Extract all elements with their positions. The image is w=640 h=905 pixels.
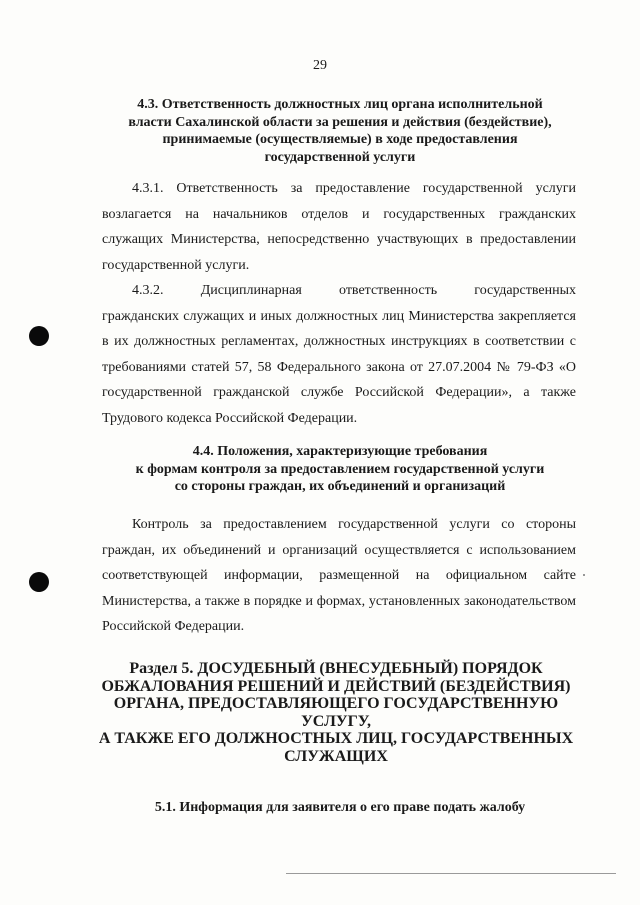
text-line: 4.3.2. Дисциплинарная ответственность государственных [132, 283, 576, 298]
text-line: Министерства, а также в порядке и формах, установленных законодательством [102, 593, 576, 609]
heading-5-1: 5.1. Информация для заявителя о его праве подать жалобу [154, 800, 526, 815]
text-line: гражданских служащих и иных должностных лиц Министерства закрепляется [102, 308, 576, 324]
heading-line: 4.3. Ответственность должностных лиц органа исполнительной [137, 97, 543, 112]
heading-line: со стороны граждан, их объединений и организаций [174, 479, 506, 494]
text-line: требованиями статей 57, 58 Федерального закона от 27.07.2004 № 79-ФЗ «О [102, 359, 576, 375]
heading-line: 4.4. Положения, характеризующие требования [192, 444, 488, 459]
paragraph-4-3-1 [102, 176, 576, 278]
heading-line: государственной услуги [264, 149, 416, 165]
scan-speck [583, 574, 585, 576]
section-title-line: ОБЖАЛОВАНИЯ РЕШЕНИЙ И ДЕЙСТВИЙ (БЕЗДЕЙСТВИЯ) [101, 677, 571, 695]
section-title-line: СЛУЖАЩИХ [284, 747, 388, 765]
text-line: в их должностных регламентах, должностных инструкциях в соответствии с [102, 334, 576, 350]
text-line: Российской Федерации. [102, 619, 245, 635]
text-line: соответствующей информации, размещенной на официальном сайте [102, 568, 576, 584]
text-line: возлагается на начальников отделов и государственных гражданских [102, 206, 576, 222]
text-line: граждан, их объединений и организаций осуществляется с использованием [102, 542, 576, 558]
page-number: 29 [313, 58, 327, 73]
section-title-line: ОРГАНА, ПРЕДОСТАВЛЯЮЩЕГО ГОСУДАРСТВЕННУЮ УСЛУГУ, [113, 695, 559, 730]
heading-line: к формам контроля за предоставлением государственной услуги [135, 461, 545, 477]
heading-4-4 [100, 443, 580, 496]
paragraph-4-3-2 [102, 278, 576, 432]
punch-hole-mark [29, 572, 49, 592]
section-title-line: Раздел 5. ДОСУДЕБНЫЙ (ВНЕСУДЕБНЫЙ) ПОРЯДОК [129, 660, 543, 677]
paragraph-4-4 [102, 512, 576, 640]
text-line: государственной услуги. [102, 257, 250, 273]
text-line: служащих Министерства, непосредственно участвующих в предоставлении [102, 232, 576, 248]
heading-line: власти Сахалинской области за решения и действия (бездействие), [128, 114, 552, 130]
punch-hole-mark [29, 326, 49, 346]
text-line: Трудового кодекса Российской Федерации. [102, 410, 358, 426]
text-line: государственной гражданской службе Российской Федерации», а также [102, 385, 576, 401]
heading-line: принимаемые (осуществляемые) в ходе предоставления [162, 132, 518, 147]
section-5-title [86, 660, 586, 766]
text-line: 4.3.1. Ответственность за предоставление государственной услуги [132, 181, 576, 196]
scan-edge-line [286, 873, 616, 874]
text-line: Контроль за предоставлением государственной услуги со стороны [132, 517, 576, 532]
section-title-line: А ТАКЖЕ ЕГО ДОЛЖНОСТНЫХ ЛИЦ, ГОСУДАРСТВЕННЫХ [98, 730, 574, 748]
heading-4-3 [100, 96, 580, 166]
